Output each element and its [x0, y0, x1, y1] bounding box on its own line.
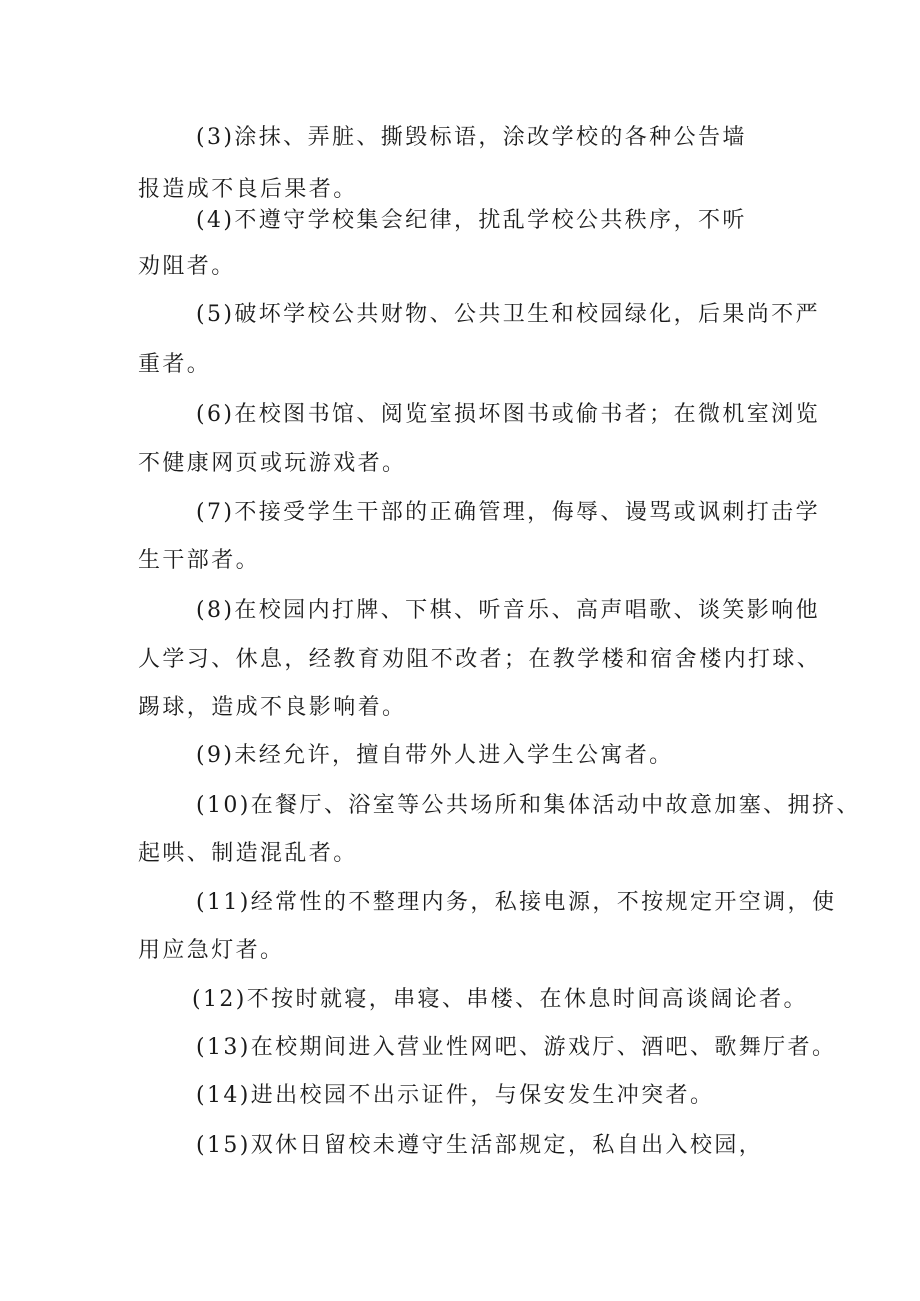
item-6-line-2: 不健康网页或玩游戏者。 — [138, 451, 407, 476]
item-10-line-1: (10)在餐厅、浴室等公共场所和集体活动中故意加塞、拥挤、 — [196, 793, 861, 818]
item-13-line-1: (13)在校期间进入营业性网吧、游戏厅、酒吧、歌舞厅者。 — [196, 1035, 837, 1060]
item-15-line-1: (15)双休日留校未遵守生活部规定，私自出入校园， — [196, 1133, 764, 1158]
item-8-line-1: (8)在校园内打牌、下棋、听音乐、高声唱歌、谈笑影响他 — [196, 598, 820, 623]
item-12-line-1: (12)不按时就寝，串寝、串楼、在休息时间高谈阔论者。 — [192, 987, 808, 1012]
item-4-line-2: 劝阻者。 — [138, 254, 236, 279]
item-7-line-1: (7)不接受学生干部的正确管理，侮辱、谩骂或讽刺打击学 — [196, 500, 820, 525]
item-3-line-2: 报造成不良后果者。 — [138, 177, 358, 202]
item-11-line-2: 用应急灯者。 — [138, 938, 285, 963]
item-14-line-1: (14)进出校园不出示证件，与保安发生冲突者。 — [196, 1083, 715, 1108]
item-4-line-1: (4)不遵守学校集会纪律，扰乱学校公共秩序，不听 — [196, 208, 747, 233]
item-9-line-1: (9)未经允许，擅自带外人进入学生公寓者。 — [196, 743, 674, 768]
item-3-line-1: (3)涂抹、弄脏、撕毁标语，涂改学校的各种公告墙 — [196, 125, 747, 150]
item-8-line-3: 踢球，造成不良影响着。 — [138, 695, 407, 720]
item-5-line-1: (5)破坏学校公共财物、公共卫生和校园绿化，后果尚不严 — [196, 302, 820, 327]
item-10-line-2: 起哄、制造混乱者。 — [138, 841, 358, 866]
item-7-line-2: 生干部者。 — [138, 548, 261, 573]
item-6-line-1: (6)在校图书馆、阅览室损坏图书或偷书者；在微机室浏览 — [196, 402, 820, 427]
item-11-line-1: (11)经常性的不整理内务，私接电源，不按规定开空调，使 — [196, 890, 837, 915]
item-5-line-2: 重者。 — [138, 352, 212, 377]
item-8-line-2: 人学习、休息，经教育劝阻不改者；在教学楼和宿舍楼内打球、 — [138, 647, 822, 672]
